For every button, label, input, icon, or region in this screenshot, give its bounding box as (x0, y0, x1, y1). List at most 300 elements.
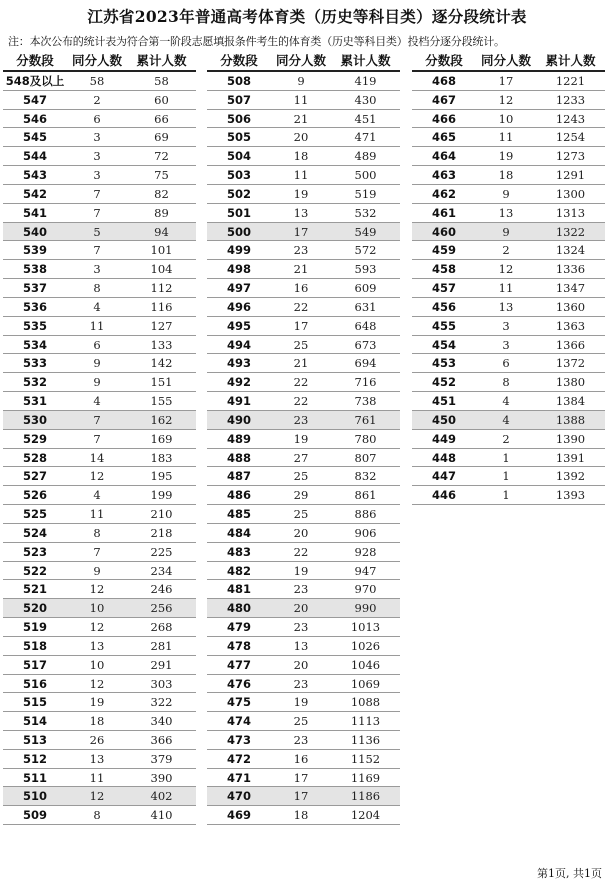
cumulative-cell: 390 (150, 770, 173, 785)
table-row (3, 166, 196, 185)
table-row (3, 599, 196, 618)
cumulative-cell: 1221 (555, 74, 586, 88)
table-row (3, 411, 196, 430)
cumulative-cell: 1300 (555, 186, 586, 201)
score-cell: 517 (22, 657, 47, 672)
cumulative-cell: 142 (150, 356, 173, 371)
score-cell: 527 (22, 469, 47, 484)
cumulative-cell: 379 (150, 751, 173, 766)
same-count-cell: 7 (93, 186, 101, 201)
same-count-cell: 25 (293, 469, 309, 484)
table-column-1 (3, 52, 196, 825)
table-header (412, 52, 605, 72)
cumulative-cell: 210 (150, 507, 173, 522)
table-row (207, 580, 400, 599)
cumulative-cell: 572 (354, 243, 377, 258)
cumulative-cell: 82 (154, 186, 169, 201)
same-count-cell: 13 (89, 751, 105, 766)
same-count-cell: 1 (502, 469, 510, 484)
table-row (207, 430, 400, 449)
score-cell: 498 (226, 262, 251, 277)
score-cell: 522 (22, 563, 47, 578)
same-count-cell: 9 (502, 224, 510, 239)
table-row (207, 486, 400, 505)
score-cell: 477 (226, 657, 251, 672)
score-cell: 547 (22, 92, 47, 107)
score-cell: 533 (22, 356, 47, 371)
score-cell: 488 (226, 450, 251, 465)
same-count-cell: 17 (293, 789, 309, 804)
cumulative-cell: 66 (154, 111, 169, 126)
cumulative-cell: 1046 (350, 657, 381, 672)
table-row (3, 712, 196, 731)
score-cell: 544 (22, 149, 47, 164)
same-count-cell: 10 (498, 111, 514, 126)
cumulative-cell: 1026 (350, 638, 381, 653)
same-count-cell: 3 (502, 337, 510, 352)
score-cell: 493 (226, 356, 251, 371)
same-count-cell: 11 (89, 507, 105, 522)
same-count-cell: 13 (498, 299, 514, 314)
table-row (412, 72, 605, 91)
table-row (3, 373, 196, 392)
same-count-cell: 23 (293, 732, 309, 747)
same-count-cell: 4 (93, 488, 101, 503)
table-row (207, 693, 400, 712)
same-count-cell: 6 (93, 337, 101, 352)
cumulative-cell: 419 (354, 74, 377, 88)
header-cumulative: 累计人数 (340, 53, 391, 68)
table-row (207, 562, 400, 581)
cumulative-cell: 1152 (350, 751, 381, 766)
score-cell: 459 (431, 243, 456, 258)
cumulative-cell: 1391 (555, 450, 586, 465)
same-count-cell: 12 (89, 582, 105, 597)
score-cell: 542 (22, 186, 47, 201)
table-row (207, 543, 400, 562)
cumulative-cell: 451 (354, 111, 377, 126)
cumulative-cell: 322 (150, 695, 173, 710)
table-row (207, 128, 400, 147)
score-cell: 524 (22, 525, 47, 540)
cumulative-cell: 1360 (555, 299, 586, 314)
cumulative-cell: 1013 (350, 620, 381, 635)
score-cell: 529 (22, 431, 47, 446)
same-count-cell: 20 (293, 657, 309, 672)
cumulative-cell: 1363 (555, 318, 586, 333)
table-row (3, 543, 196, 562)
table-row (207, 411, 400, 430)
same-count-cell: 2 (93, 92, 101, 107)
header-cumulative: 累计人数 (136, 53, 187, 68)
same-count-cell: 3 (93, 130, 101, 145)
same-count-cell: 3 (93, 149, 101, 164)
same-count-cell: 11 (293, 92, 309, 107)
table-row (412, 128, 605, 147)
table-row (412, 185, 605, 204)
same-count-cell: 29 (293, 488, 309, 503)
score-cell: 531 (22, 394, 47, 409)
same-count-cell: 4 (502, 412, 510, 427)
cumulative-cell: 199 (150, 488, 173, 503)
cumulative-cell: 1069 (350, 676, 381, 691)
score-cell: 456 (431, 299, 456, 314)
same-count-cell: 21 (293, 111, 309, 126)
table-row (412, 260, 605, 279)
score-cell: 485 (226, 507, 251, 522)
cumulative-cell: 291 (150, 657, 173, 672)
score-cell: 471 (226, 770, 251, 785)
score-cell: 492 (226, 375, 251, 390)
score-cell: 499 (226, 243, 251, 258)
table-row (3, 656, 196, 675)
same-count-cell: 13 (293, 205, 309, 220)
table-row (412, 223, 605, 242)
table-row (207, 750, 400, 769)
table-row (207, 618, 400, 637)
cumulative-cell: 1390 (555, 431, 586, 446)
cumulative-cell: 75 (154, 168, 169, 183)
score-cell: 519 (22, 620, 47, 635)
cumulative-cell: 303 (150, 676, 173, 691)
same-count-cell: 10 (89, 601, 105, 616)
cumulative-cell: 127 (150, 318, 173, 333)
cumulative-cell: 1393 (555, 488, 586, 503)
same-count-cell: 20 (293, 525, 309, 540)
table-row (207, 373, 400, 392)
score-cell: 526 (22, 488, 47, 503)
cumulative-cell: 780 (354, 431, 377, 446)
same-count-cell: 25 (293, 337, 309, 352)
table-row (3, 336, 196, 355)
score-cell: 469 (226, 808, 251, 823)
table-row (207, 354, 400, 373)
cumulative-cell: 1233 (555, 92, 586, 107)
same-count-cell: 23 (293, 676, 309, 691)
cumulative-cell: 1388 (555, 412, 586, 427)
same-count-cell: 7 (93, 544, 101, 559)
cumulative-cell: 1169 (350, 770, 381, 785)
header-same-count: 同分人数 (275, 53, 326, 68)
table-row (412, 411, 605, 430)
score-cell: 502 (226, 186, 251, 201)
table-row (207, 392, 400, 411)
cumulative-cell: 970 (354, 582, 377, 597)
same-count-cell: 11 (498, 130, 514, 145)
same-count-cell: 4 (93, 394, 101, 409)
same-count-cell: 22 (293, 394, 309, 409)
table-row (207, 147, 400, 166)
table-row (207, 675, 400, 694)
same-count-cell: 8 (93, 281, 101, 296)
score-cell: 513 (22, 732, 47, 747)
cumulative-cell: 1243 (555, 111, 586, 126)
table-row (207, 336, 400, 355)
same-count-cell: 23 (293, 582, 309, 597)
table-row (207, 241, 400, 260)
score-cell: 501 (226, 205, 251, 220)
cumulative-cell: 104 (150, 262, 173, 277)
table-row (207, 505, 400, 524)
cumulative-cell: 500 (354, 168, 377, 183)
same-count-cell: 18 (498, 168, 514, 183)
table-header (207, 52, 400, 72)
same-count-cell: 13 (293, 638, 309, 653)
cumulative-cell: 246 (150, 582, 173, 597)
cumulative-cell: 1186 (350, 789, 381, 804)
same-count-cell: 9 (93, 563, 101, 578)
table-column-3 (412, 52, 605, 505)
score-cell: 480 (226, 601, 251, 616)
score-cell: 464 (431, 149, 456, 164)
cumulative-cell: 169 (150, 431, 173, 446)
cumulative-cell: 116 (150, 299, 173, 314)
table-row (207, 712, 400, 731)
cumulative-cell: 133 (150, 337, 173, 352)
same-count-cell: 17 (293, 770, 309, 785)
table-row (3, 430, 196, 449)
table-row (412, 241, 605, 260)
score-cell: 453 (431, 356, 456, 371)
table-row (3, 505, 196, 524)
score-cell: 528 (22, 450, 47, 465)
score-cell: 536 (22, 299, 47, 314)
cumulative-cell: 89 (154, 205, 169, 220)
score-cell: 500 (226, 224, 251, 239)
score-cell: 455 (431, 318, 456, 333)
same-count-cell: 5 (93, 224, 101, 239)
score-cell: 512 (22, 751, 47, 766)
score-cell: 540 (22, 224, 47, 239)
cumulative-cell: 593 (354, 262, 377, 277)
score-cell: 503 (226, 168, 251, 183)
page-title: 江苏省2023年普通高考体育类（历史等科目类）逐分段统计表 (87, 7, 527, 26)
cumulative-cell: 268 (150, 620, 173, 635)
table-row (3, 693, 196, 712)
cumulative-cell: 1336 (555, 262, 586, 277)
table-row (207, 787, 400, 806)
table-row (207, 279, 400, 298)
score-cell: 515 (22, 695, 47, 710)
same-count-cell: 25 (293, 507, 309, 522)
same-count-cell: 19 (293, 695, 309, 710)
table-row (3, 110, 196, 129)
cumulative-cell: 155 (150, 394, 173, 409)
same-count-cell: 10 (89, 657, 105, 672)
cumulative-cell: 738 (354, 394, 377, 409)
table-row (412, 110, 605, 129)
table-row (3, 675, 196, 694)
cumulative-cell: 694 (354, 356, 377, 371)
cumulative-cell: 1372 (555, 356, 586, 371)
table-row (207, 467, 400, 486)
same-count-cell: 22 (293, 375, 309, 390)
same-count-cell: 16 (293, 281, 309, 296)
table-row (412, 486, 605, 505)
score-cell: 508 (226, 74, 251, 88)
same-count-cell: 7 (93, 205, 101, 220)
same-count-cell: 17 (293, 224, 309, 239)
table-row (207, 72, 400, 91)
header-cumulative: 累计人数 (545, 53, 596, 68)
cumulative-cell: 1392 (555, 469, 586, 484)
table-row (3, 524, 196, 543)
cumulative-cell: 430 (354, 92, 377, 107)
cumulative-cell: 281 (150, 638, 173, 653)
same-count-cell: 27 (293, 450, 309, 465)
score-cell: 463 (431, 168, 456, 183)
same-count-cell: 23 (293, 243, 309, 258)
same-count-cell: 19 (89, 695, 105, 710)
same-count-cell: 11 (498, 281, 514, 296)
page-footer: 第1页, 共1页 (537, 867, 602, 880)
score-cell: 478 (226, 638, 251, 653)
table-row (3, 750, 196, 769)
table-row (207, 656, 400, 675)
table-column-2 (207, 52, 400, 825)
table-row (207, 260, 400, 279)
same-count-cell: 19 (293, 186, 309, 201)
score-cell: 467 (431, 92, 456, 107)
same-count-cell: 13 (89, 638, 105, 653)
cumulative-cell: 1254 (555, 130, 586, 145)
same-count-cell: 7 (93, 412, 101, 427)
same-count-cell: 21 (293, 262, 309, 277)
header-score: 分数段 (16, 53, 54, 68)
score-cell: 448 (431, 450, 456, 465)
table-row (3, 298, 196, 317)
table-row (3, 449, 196, 468)
cumulative-cell: 532 (354, 205, 377, 220)
same-count-cell: 20 (293, 130, 309, 145)
cumulative-cell: 1384 (555, 394, 586, 409)
same-count-cell: 2 (502, 243, 510, 258)
score-cell: 523 (22, 544, 47, 559)
cumulative-cell: 1366 (555, 337, 586, 352)
cumulative-cell: 471 (354, 130, 377, 145)
score-cell: 548及以上 (5, 74, 65, 88)
table-row (3, 731, 196, 750)
same-count-cell: 18 (89, 714, 105, 729)
table-row (3, 91, 196, 110)
table-row (3, 279, 196, 298)
cumulative-cell: 410 (150, 808, 173, 823)
cumulative-cell: 151 (150, 375, 173, 390)
score-cell: 468 (431, 74, 456, 88)
score-cell: 535 (22, 318, 47, 333)
score-cell: 482 (226, 563, 251, 578)
same-count-cell: 12 (89, 469, 105, 484)
same-count-cell: 23 (293, 620, 309, 635)
score-cell: 490 (226, 412, 251, 427)
header-score: 分数段 (220, 53, 258, 68)
same-count-cell: 58 (89, 74, 105, 88)
table-row (207, 110, 400, 129)
table-row (412, 317, 605, 336)
score-cell: 496 (226, 299, 251, 314)
cumulative-cell: 716 (354, 375, 377, 390)
same-count-cell: 7 (93, 431, 101, 446)
cumulative-cell: 489 (354, 149, 377, 164)
same-count-cell: 2 (502, 431, 510, 446)
cumulative-cell: 928 (354, 544, 377, 559)
table-row (412, 354, 605, 373)
cumulative-cell: 609 (354, 281, 377, 296)
score-cell: 462 (431, 186, 456, 201)
table-row (3, 223, 196, 242)
score-cell: 476 (226, 676, 251, 691)
same-count-cell: 17 (498, 74, 514, 88)
table-row (412, 166, 605, 185)
same-count-cell: 9 (93, 375, 101, 390)
cumulative-cell: 648 (354, 318, 377, 333)
score-cell: 484 (226, 525, 251, 540)
table-row (207, 731, 400, 750)
same-count-cell: 6 (502, 356, 510, 371)
table-row (207, 91, 400, 110)
same-count-cell: 12 (498, 92, 514, 107)
table-row (412, 430, 605, 449)
cumulative-cell: 402 (150, 789, 173, 804)
score-cell: 532 (22, 375, 47, 390)
score-cell: 514 (22, 714, 47, 729)
same-count-cell: 14 (89, 450, 105, 465)
table-row (412, 147, 605, 166)
cumulative-cell: 673 (354, 337, 377, 352)
cumulative-cell: 112 (150, 281, 173, 296)
cumulative-cell: 60 (154, 92, 169, 107)
cumulative-cell: 761 (354, 412, 377, 427)
cumulative-cell: 1347 (555, 281, 586, 296)
table-row (3, 392, 196, 411)
same-count-cell: 3 (93, 168, 101, 183)
cumulative-cell: 340 (150, 714, 173, 729)
same-count-cell: 3 (93, 262, 101, 277)
table-row (207, 298, 400, 317)
cumulative-cell: 1324 (555, 243, 586, 258)
table-row (207, 166, 400, 185)
same-count-cell: 12 (89, 676, 105, 691)
same-count-cell: 22 (293, 544, 309, 559)
table-header (3, 52, 196, 72)
table-row (412, 392, 605, 411)
score-cell: 546 (22, 111, 47, 126)
table-row (3, 806, 196, 825)
score-cell: 473 (226, 732, 251, 747)
score-cell: 507 (226, 92, 251, 107)
table-row (207, 223, 400, 242)
cumulative-cell: 807 (354, 450, 377, 465)
same-count-cell: 1 (502, 488, 510, 503)
table-row (3, 618, 196, 637)
score-cell: 538 (22, 262, 47, 277)
score-cell: 483 (226, 544, 251, 559)
score-cell: 470 (226, 789, 251, 804)
cumulative-cell: 631 (354, 299, 377, 314)
table-row (3, 486, 196, 505)
table-row (207, 637, 400, 656)
cumulative-cell: 366 (150, 732, 173, 747)
cumulative-cell: 256 (150, 601, 173, 616)
same-count-cell: 8 (93, 525, 101, 540)
table-row (207, 317, 400, 336)
cumulative-cell: 549 (354, 224, 377, 239)
score-cell: 545 (22, 130, 47, 145)
note-text: 注：本次公布的统计表为符合第一阶段志愿填报条件考生的体育类（历史等科目类）投档分逐分段统计。 (8, 35, 505, 48)
score-cell: 530 (22, 412, 47, 427)
cumulative-cell: 1136 (350, 732, 381, 747)
cumulative-cell: 519 (354, 186, 377, 201)
